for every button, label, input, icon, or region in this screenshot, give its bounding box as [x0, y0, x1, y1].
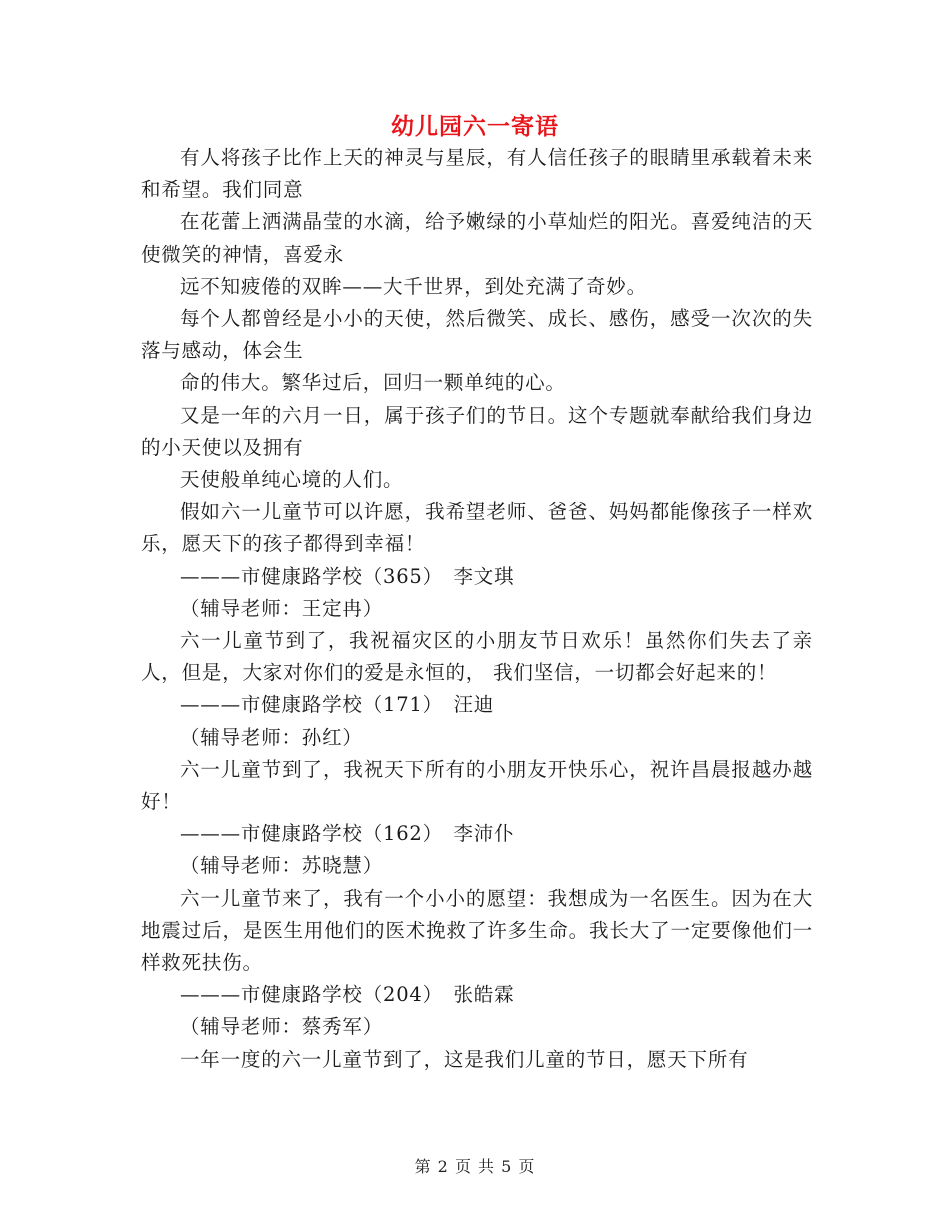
paragraph: 假如六一儿童节可以许愿，我希望老师、爸爸、妈妈都能像孩子一样欢乐，愿天下的孩子都得到幸福！ — [141, 500, 813, 556]
paragraph: 命的伟大。繁华过后，回归一颗单纯的心。 — [180, 371, 566, 395]
page-footer: 第 2 页 共 5 页 — [414, 1157, 536, 1176]
paragraph: 六一儿童节到了，我祝天下所有的小朋友开快乐心，祝许昌晨报越办越好！ — [141, 757, 813, 814]
paragraph: 又是一年的六月一日，属于孩子们的节日。这个专题就奉献给我们身边的小天使以及拥有 — [141, 403, 813, 459]
page-title: 幼儿园六一寄语 — [391, 113, 559, 140]
advisor-line: （辅导老师：苏晓慧） — [180, 854, 384, 878]
paragraph: 天使般单纯心境的人们。 — [180, 468, 404, 492]
paragraph: 每个人都曾经是小小的天使，然后微笑、成长、感伤，感受一次次的失落与感动，体会生 — [141, 307, 813, 363]
signature-line: ———市健康路学校（204） 张皓霖 — [180, 983, 515, 1007]
advisor-line: （辅导老师：孙红） — [180, 725, 363, 749]
signature-line: ———市健康路学校（365） 李文琪 — [180, 564, 515, 588]
paragraph: 六一儿童节到了，我祝福灾区的小朋友节日欢乐！虽然你们失去了亲人，但是，大家对你们的爱是永恒的， 我们坚信，一切都会好起来的！ — [141, 629, 813, 685]
advisor-line: （辅导老师：蔡秀军） — [180, 1015, 384, 1039]
advisor-line: （辅导老师：王定冉） — [180, 596, 384, 620]
paragraph: 六一儿童节来了，我有一个小小的愿望：我想成为一名医生。因为在大地震过后，是医生用他们的医术挽救了许多生命。我长大了一定要像他们一样救死扶伤。 — [141, 886, 813, 975]
paragraph: 远不知疲倦的双眸——大千世界，到处充满了奇妙。 — [180, 274, 647, 298]
paragraph: 在花蕾上洒满晶莹的水滴，给予嫩绿的小草灿烂的阳光。喜爱纯洁的天使微笑的神情，喜爱永 — [141, 210, 813, 266]
paragraph: 有人将孩子比作上天的神灵与星辰，有人信任孩子的眼睛里承载着未来和希望。我们同意 — [141, 146, 813, 202]
signature-line: ———市健康路学校（162） 李沛仆 — [180, 822, 515, 846]
signature-line: ———市健康路学校（171） 汪迪 — [180, 693, 495, 717]
document-body — [141, 142, 813, 1076]
paragraph: 一年一度的六一儿童节到了，这是我们儿童的节日，愿天下所有 — [180, 1047, 749, 1071]
